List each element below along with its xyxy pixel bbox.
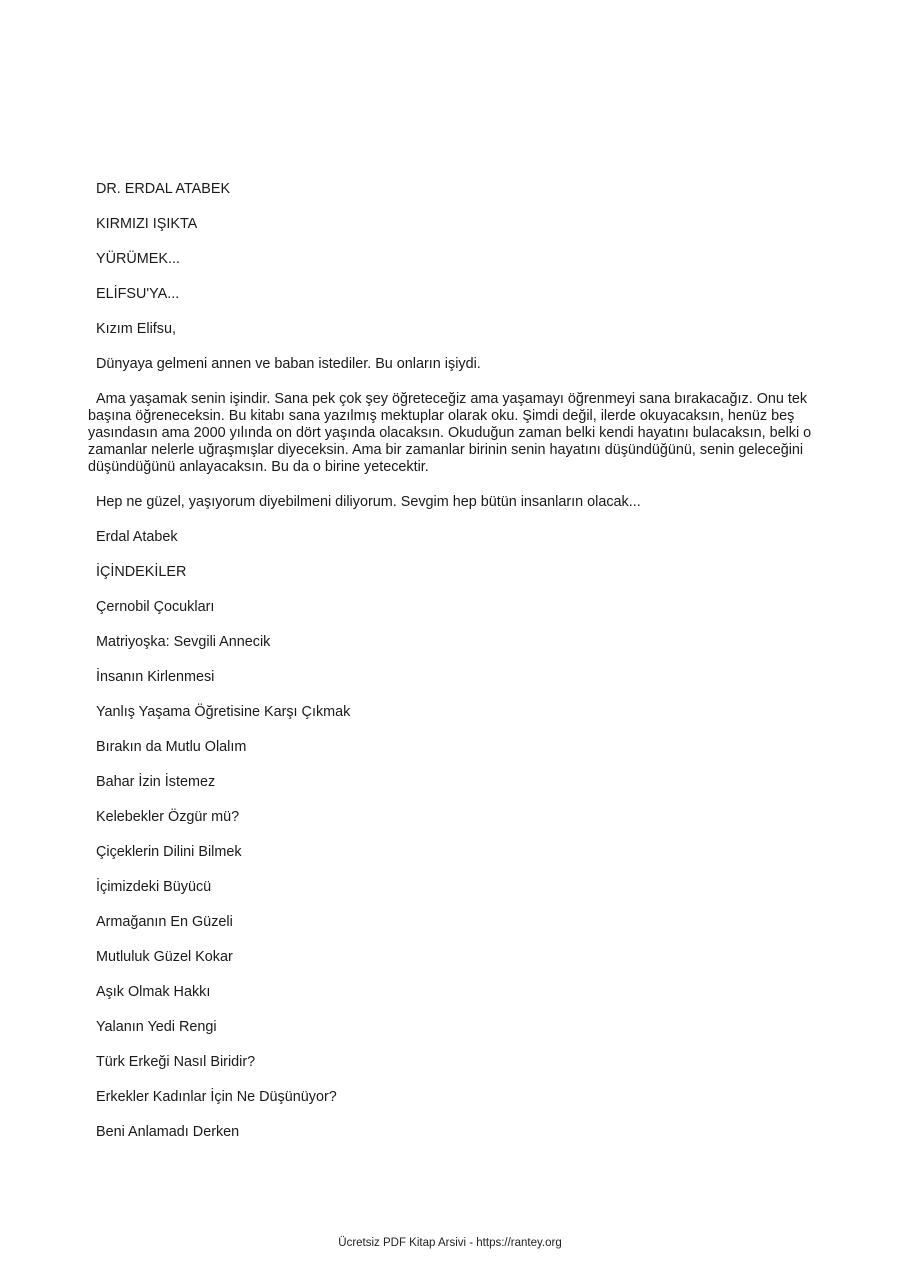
toc-item: Türk Erkeği Nasıl Biridir?: [96, 1054, 256, 1070]
salutation: Kızım Elifsu,: [96, 321, 176, 337]
dedication: ELİFSU'YA...: [96, 286, 180, 302]
toc-item: Beni Anlamadı Derken: [96, 1124, 240, 1140]
intro-paragraph: [88, 391, 848, 476]
author-name: DR. ERDAL ATABEK: [96, 181, 231, 197]
toc-item: Matriyoşka: Sevgili Annecik: [96, 634, 271, 650]
toc-item: Armağanın En Güzeli: [96, 914, 233, 930]
toc-item: Çernobil Çocukları: [96, 599, 215, 615]
opening-sentence: Dünyaya gelmeni annen ve baban istediler. Bu onların işiydi.: [96, 356, 481, 372]
toc-title: İÇİNDEKİLER: [96, 564, 187, 580]
intro-paragraph-rest: başına öğreneceksin. Bu kitabı sana yazılmış mektuplar olarak oku. Şimdi değil, ilerde okuyacaksın, henüz beş yasındasın ama 2000 yılında on dört yaşında olacaksın. Okuduğun zaman belki kendi hayatını bulacaksın, belki o zamanlar nelerle uğraşmışlar diyeceksin. Ama bir zamanlar birinin senin hayatını düşündüğünü, senin geleceğini düşündüğünü anlayacaksın. Bu da o birine yetecektir.: [88, 408, 812, 475]
toc-item: Yalanın Yedi Rengi: [96, 1019, 217, 1035]
toc-list: [88, 599, 848, 1141]
page-footer: Ücretsiz PDF Kitap Arsivi - https://rantey.org: [338, 1237, 562, 1249]
toc-item: Çiçeklerin Dilini Bilmek: [96, 844, 242, 860]
book-title-line-1: KIRMIZI IŞIKTA: [96, 216, 198, 232]
intro-paragraph-first-line: Ama yaşamak senin işindir. Sana pek çok şey öğreteceğiz ama yaşamayı öğrenmeyi sana bırakacağız. Onu tek: [96, 391, 808, 407]
book-title-line-2: YÜRÜMEK...: [96, 251, 180, 267]
toc-item: Yanlış Yaşama Öğretisine Karşı Çıkmak: [96, 704, 351, 720]
document-body: [88, 181, 848, 1159]
toc-item: Kelebekler Özgür mü?: [96, 809, 240, 825]
toc-item: Erkekler Kadınlar İçin Ne Düşünüyor?: [96, 1089, 337, 1105]
toc-item: Mutluluk Güzel Kokar: [96, 949, 233, 965]
toc-item: Bırakın da Mutlu Olalım: [96, 739, 247, 755]
toc-item: Bahar İzin İstemez: [96, 774, 216, 790]
toc-item: Aşık Olmak Hakkı: [96, 984, 211, 1000]
closing-line: Hep ne güzel, yaşıyorum diyebilmeni diliyorum. Sevgim hep bütün insanların olacak...: [96, 494, 641, 510]
toc-item: İçimizdeki Büyücü: [96, 879, 212, 895]
signature: Erdal Atabek: [96, 529, 178, 545]
toc-item: İnsanın Kirlenmesi: [96, 669, 215, 685]
